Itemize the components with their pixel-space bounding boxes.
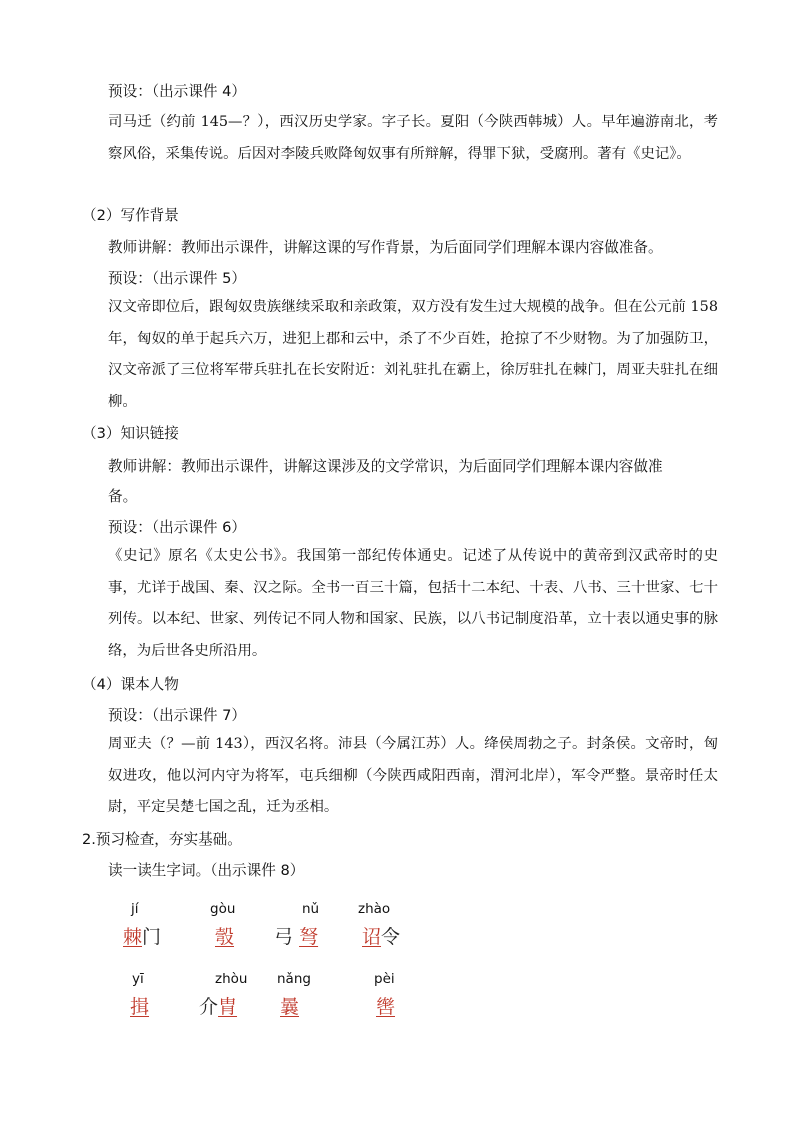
teacher-explain-3b: 备。 — [108, 488, 138, 505]
vocab-word: 介胄 — [199, 996, 238, 1018]
heading-writing-background: （2）写作背景 — [82, 207, 179, 224]
pinyin: zhòu — [215, 971, 248, 987]
pinyin: gòu — [210, 901, 236, 917]
heading-knowledge-link: （3）知识链接 — [82, 425, 179, 442]
vocab-word: 诏令 — [362, 926, 401, 948]
teacher-explain-3a: 教师讲解：教师出示课件，讲解这课涉及的文学常识，为后面同学们理解本课内容做准 — [108, 458, 663, 475]
pinyin: nǎng — [277, 971, 311, 987]
preset-line-4: 预设：（出示课件 7） — [108, 707, 246, 724]
heading-textbook-figure: （4）课本人物 — [82, 676, 179, 693]
read-words-line: 读一读生字词。（出示课件 8） — [108, 862, 305, 879]
paragraph-shiji: 《史记》原名《太史公书》。我国第一部纪传体通史。记述了从传说中的黄帝到汉武帝时的史事，尤详于战国、秦、汉之际。全书一百三十篇，包括十二本纪、十表、八书、三十世家、七十列传。以本纪、世家、列传记不同人物和国家、民族，以八书记制度沿革，立十表以通史事的脉络，为后世各史所沿用。 — [108, 548, 718, 659]
vocab-word: 彀 — [215, 926, 235, 948]
preset-line-1: 预设：（出示课件 4） — [108, 83, 246, 100]
preset-line-2: 预设：（出示课件 5） — [108, 270, 246, 287]
heading-preview-check: 2.预习检查，夯实基础。 — [82, 831, 242, 848]
pinyin: pèi — [374, 971, 395, 987]
paragraph-background: 汉文帝即位后，跟匈奴贵族继续采取和亲政策，双方没有发生过大规模的战争。但在公元前 158 年，匈奴的单于起兵六万，进犯上郡和云中，杀了不少百姓，抢掠了不少财物。为了加强防卫，汉文帝派了三位将军带兵驻扎在长安附近：刘礼驻扎在霸上，徐厉驻扎在棘门，周亚夫驻扎在细柳。 — [108, 299, 718, 410]
vocab-word: 曩 — [280, 996, 300, 1018]
vocab-word: 揖 — [130, 996, 150, 1018]
teacher-explain-2: 教师讲解：教师出示课件，讲解这课的写作背景，为后面同学们理解本课内容做准备。 — [108, 239, 663, 256]
vocab-word: 辔 — [376, 996, 396, 1018]
vocab-word: 弓 弩 — [274, 926, 319, 948]
paragraph-zhou-yafu: 周亚夫（？—前 143），西汉名将。沛县（今属江苏）人。绛侯周勃之子。封条侯。文帝时，匈奴进攻，他以河内守为将军，屯兵细柳（今陕西咸阳西南，渭河北岸），军令严整。景帝时任太尉，平定吴楚七国之乱，迁为丞相。 — [108, 736, 718, 815]
paragraph-sima-qian: 司马迁（约前 145—？），西汉历史学家。字子长。夏阳（今陕西韩城）人。早年遍游南北，考察风俗，采集传说。后因对李陵兵败降匈奴事有所辩解，得罪下狱，受腐刑。著有《史记》。 — [108, 114, 718, 162]
pinyin: jí — [131, 901, 139, 917]
pinyin: yī — [132, 971, 144, 987]
vocab-word: 棘门 — [123, 926, 162, 948]
pinyin: nǔ — [302, 901, 320, 917]
pinyin: zhào — [358, 901, 391, 917]
preset-line-3: 预设：（出示课件 6） — [108, 519, 246, 536]
